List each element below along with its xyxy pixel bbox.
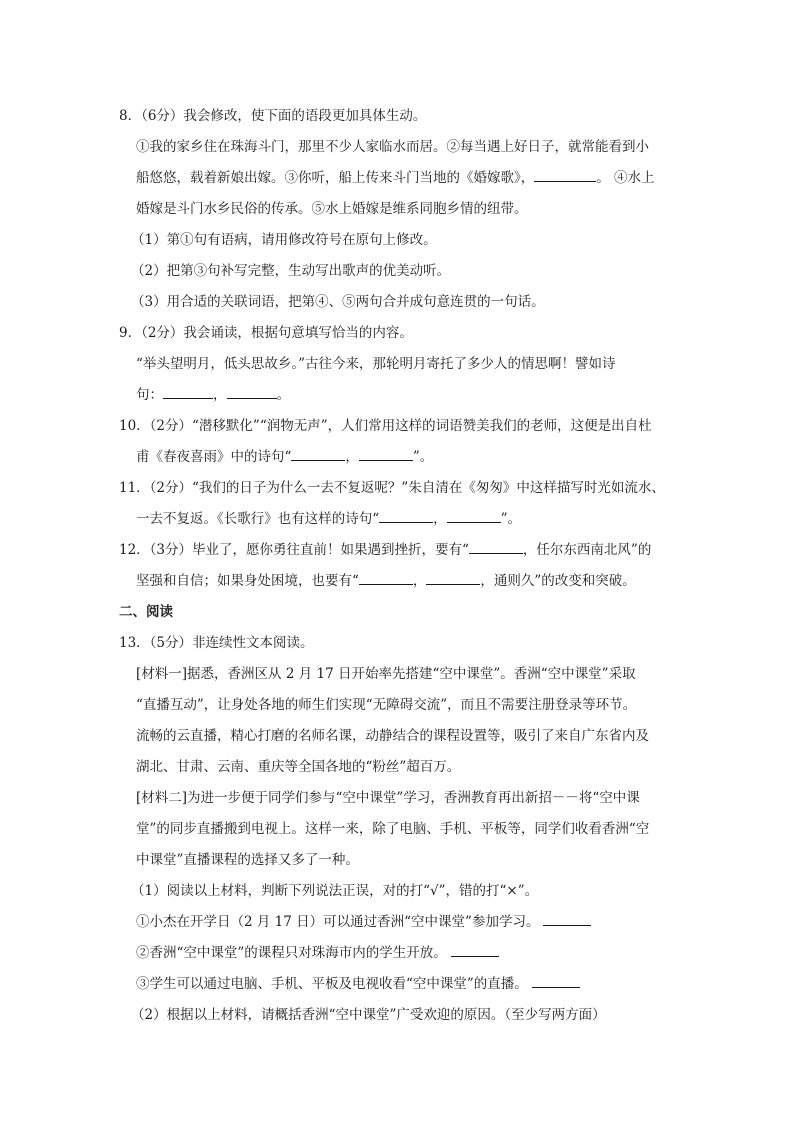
answer-blank[interactable] xyxy=(359,569,413,585)
q13-judgement-3-text: ③学生可以通过电脑、手机、平板及电视收看“空中课堂”的直播。 xyxy=(136,976,528,992)
q13-material-2-line-3: 中课堂”直播课程的选择又多了一种。 xyxy=(136,852,359,868)
answer-blank[interactable] xyxy=(379,507,433,523)
q10-line-1: 10．（2分）“潜移默化”“润物无声”，人们常用这样的词语赞美我们的老师，这便是出自杜 xyxy=(119,418,652,434)
q12-separator: ， xyxy=(412,573,427,589)
answer-blank[interactable] xyxy=(451,941,499,957)
q13-judgement-1 xyxy=(119,907,679,938)
q13-subquestion-2: （2）根据以上材料，请概括香洲“空中课堂”广受欢迎的原因。（至少写两方面） xyxy=(131,1007,606,1023)
q8-passage-line-2-text: 船悠悠，载着新娘出嫁。③你听，船上传来斗门当地的《婚嫁歌》， xyxy=(136,170,535,186)
q12-line-1-end: ，任尔东西南北风”的 xyxy=(522,542,652,558)
q13-judgement-3 xyxy=(119,969,679,1000)
q11-line-2-end: ”。 xyxy=(500,511,522,527)
q13-material-1-line-2: “直播互动”，让身处各地的师生们实现“无障碍交流”，而且不需要注册登录等环节。 xyxy=(136,697,637,713)
answer-blank[interactable] xyxy=(532,972,580,988)
answer-blank[interactable] xyxy=(469,538,523,554)
q11-line-2-text: 一去不复返。《长歌行》也有这样的诗句“ xyxy=(136,511,380,527)
q9-line-2-text: 句： xyxy=(136,387,163,403)
answer-blank[interactable] xyxy=(291,445,345,461)
q8-subquestion-2: （2）把第③句补写完整，生动写出歌声的优美动听。 xyxy=(131,263,451,279)
answer-blank[interactable] xyxy=(543,910,591,926)
q11-line-1: 11．（2分）“我们的日子为什么一去不复返呢？”朱自清在《匆匆》中这样描写时光如流水、 xyxy=(119,480,665,496)
answer-blank[interactable] xyxy=(447,507,501,523)
q11-line-2 xyxy=(119,504,679,535)
q9-line-2 xyxy=(119,380,679,411)
q13-heading: 13．（5分）非连续性文本阅读。 xyxy=(119,635,314,651)
q8-subquestion-1: （1）第①句有语病，请用修改符号在原句上修改。 xyxy=(131,232,437,248)
q13-material-1-line-4: 湖北、甘肃、云南、重庆等全国各地的“粉丝”超百万。 xyxy=(136,759,461,775)
q9-line-2-end: 。 xyxy=(276,387,290,403)
exam-page xyxy=(119,101,679,1031)
q12-line-1 xyxy=(119,535,679,566)
q11-separator: ， xyxy=(433,511,447,527)
q12-line-2-text: 坚强和自信；如果身处困境，也要有“ xyxy=(136,573,359,589)
q13-judgement-2 xyxy=(119,938,679,969)
q8-passage-line-2 xyxy=(119,163,679,194)
answer-blank[interactable] xyxy=(359,445,413,461)
q13-material-1-line-1: [材料一]据悉，香洲区从 2 月 17 日开始率先搭建“空中课堂”。香洲“空中课堂”采取 xyxy=(136,666,636,682)
q10-separator: ， xyxy=(345,449,359,465)
q9-separator: ， xyxy=(213,387,227,403)
q12-line-2-end: ，通则久”的改变和突破。 xyxy=(480,573,636,589)
q13-subquestion-1: （1）阅读以上材料，判断下列说法正误，对的打“√”，错的打“×”。 xyxy=(131,883,539,899)
q8-passage-line-3: 婚嫁是斗门水乡民俗的传承。⑤水上婚嫁是维系同胞乡情的纽带。 xyxy=(136,201,528,217)
answer-blank[interactable] xyxy=(163,383,213,399)
q13-material-1-line-3: 流畅的云直播，精心打磨的名师名课，动静结合的课程设置等，吸引了来自广东省内及 xyxy=(136,728,649,744)
q9-heading: 9．（2分）我会诵读，根据句意填写恰当的内容。 xyxy=(119,325,413,341)
q10-line-2-text: 甫《春夜喜雨》中的诗句“ xyxy=(136,449,292,465)
answer-blank[interactable] xyxy=(227,383,277,399)
q13-material-2-line-2: 堂”的同步直播搬到电视上。这样一来，除了电脑、手机、平板等，同学们收看香洲“空 xyxy=(136,821,650,837)
section-heading-reading: 二、阅读 xyxy=(119,604,173,620)
answer-blank[interactable] xyxy=(426,569,480,585)
q8-passage-line-2-end: 。 ④水上 xyxy=(596,170,655,186)
q13-judgement-2-text: ②香洲“空中课堂”的课程只对珠海市内的学生开放。 xyxy=(136,945,447,961)
q9-line-1: “举头望明月，低头思故乡。”古往今来，那轮明月寄托了多少人的情思啊！譬如诗 xyxy=(136,356,616,372)
q10-line-2-end: ”。 xyxy=(412,449,434,465)
q10-line-2 xyxy=(119,442,679,473)
q13-judgement-1-text: ①小杰在开学日（2 月 17 日）可以通过香洲“空中课堂”参加学习。 xyxy=(136,914,540,930)
q12-line-1-text: 12．（3分）毕业了，愿你勇往直前！如果遇到挫折，要有“ xyxy=(119,542,469,558)
answer-blank[interactable] xyxy=(534,166,596,182)
q8-heading: 8．（6分）我会修改，使下面的语段更加具体生动。 xyxy=(119,108,427,124)
q8-subquestion-3: （3）用合适的关联词语，把第④、⑤两句合并成句意连贯的一句话。 xyxy=(131,294,545,310)
q8-passage-line-1: ①我的家乡住在珠海斗门，那里不少人家临水而居。②每当遇上好日子，就常能看到小 xyxy=(136,139,649,155)
q13-material-2-line-1: [材料二]为进一步便于同学们参与“空中课堂”学习，香洲教育再出新招－－将“空中课 xyxy=(136,790,640,806)
q12-line-2 xyxy=(119,566,679,597)
